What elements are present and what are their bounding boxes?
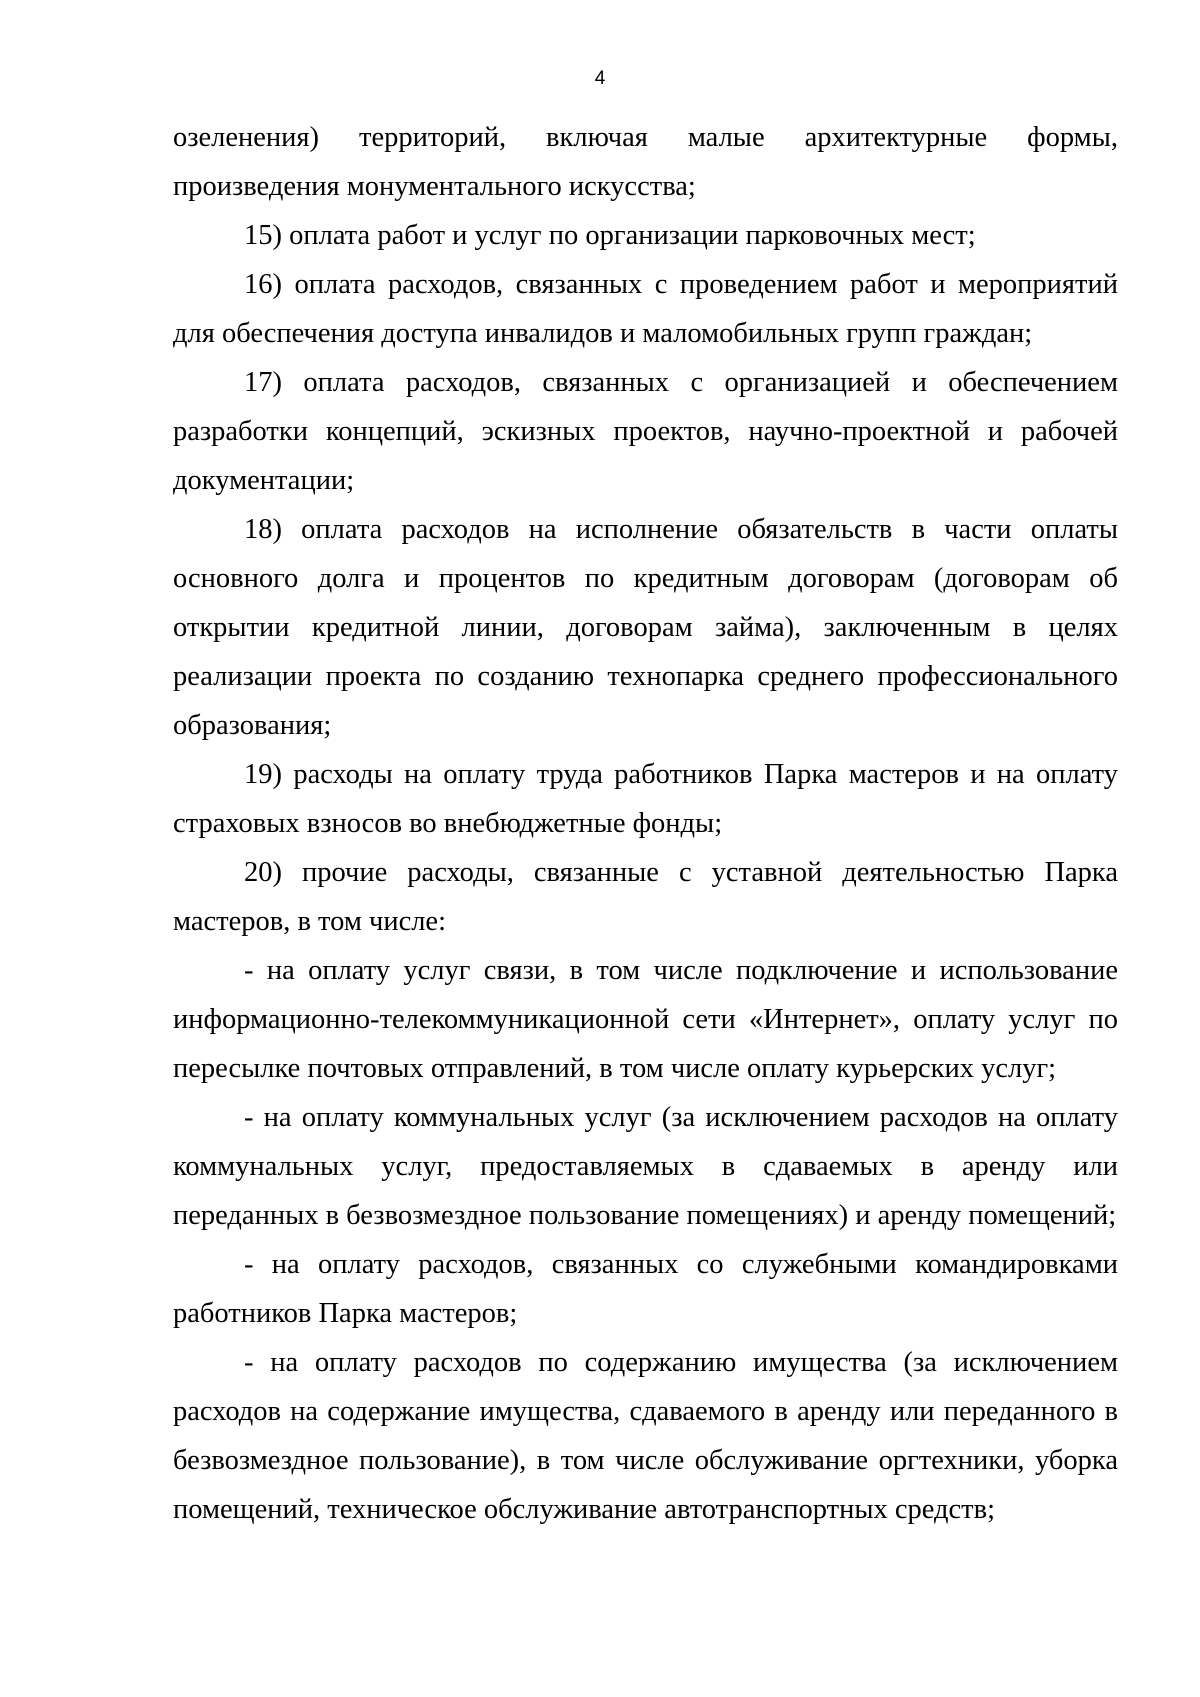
paragraph-item-20-other-expenses: 20) прочие расходы, связанные с уставной деятельностью Парка мастеров, в том числе: xyxy=(173,857,1118,937)
paragraph-landscaping-continuation: озеленения) территорий, включая малые архитектурные формы, произведения монументального искусства; xyxy=(173,122,1118,202)
paragraph-item-18-loans: 18) оплата расходов на исполнение обязательств в части оплаты основного долга и процентов по кредитным договорам (договорам об открытии кредитной линии, договорам займа), заключенным в целях реализации проекта по созданию технопарка среднего профессионального образования; xyxy=(173,514,1118,741)
paragraph-item-15-parking: 15) оплата работ и услуг по организации парковочных мест; xyxy=(244,220,976,251)
document-body xyxy=(173,113,1118,1534)
paragraph-subitem-utilities: - на оплату коммунальных услуг (за исключением расходов на оплату коммунальных услуг, предоставляемых в сдаваемых в аренду или переданных в безвозмездное пользование помещениях) и аренду помещений; xyxy=(173,1102,1118,1231)
paragraph-subitem-business-trips: - на оплату расходов, связанных со служебными командировками работников Парка мастеров; xyxy=(173,1249,1118,1329)
paragraph-item-19-salaries: 19) расходы на оплату труда работников Парка мастеров и на оплату страховых взносов во внебюджетные фонды; xyxy=(173,759,1118,839)
paragraph-subitem-communications: - на оплату услуг связи, в том числе подключение и использование информационно-телекоммуникационной сети «Интернет», оплату услуг по пересылке почтовых отправлений, в том числе оплату курьерских услуг; xyxy=(173,955,1118,1084)
paragraph-subitem-property-maintenance: - на оплату расходов по содержанию имущества (за исключением расходов на содержание имущества, сдаваемого в аренду или переданного в безвозмездное пользование), в том числе обслуживание оргтехники, уборка помещений, техническое обслуживание автотранспортных средств; xyxy=(173,1347,1118,1525)
page-number: 4 xyxy=(594,68,606,89)
paragraph-item-17-concepts: 17) оплата расходов, связанных с организацией и обеспечением разработки концепций, эскизных проектов, научно-проектной и рабочей документации; xyxy=(173,367,1118,496)
paragraph-item-16-accessibility: 16) оплата расходов, связанных с проведением работ и мероприятий для обеспечения доступа инвалидов и маломобильных групп граждан; xyxy=(173,269,1118,349)
